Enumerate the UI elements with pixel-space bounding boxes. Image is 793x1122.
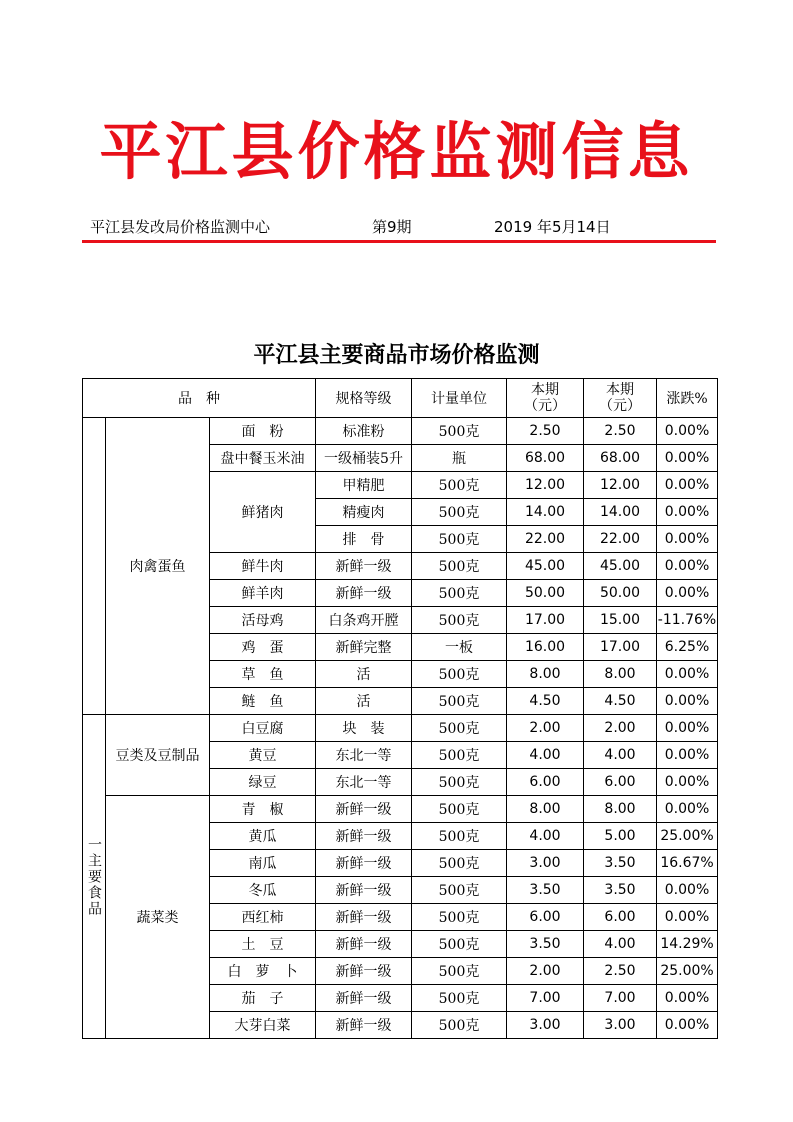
item-name: 绿豆 (210, 769, 316, 796)
issue-number: 第9期 (372, 218, 412, 236)
unit-cell: 500克 (412, 418, 507, 445)
spec-cell: 东北一等 (316, 742, 412, 769)
change-cell: 0.00% (657, 877, 718, 904)
unit-cell: 500克 (412, 499, 507, 526)
item-name: 大芽白菜 (210, 1012, 316, 1039)
header-prev-unit: （元） (524, 398, 567, 414)
spec-cell: 新鲜一级 (316, 796, 412, 823)
table-row (83, 715, 718, 742)
prev-price-cell: 3.50 (507, 931, 584, 958)
change-cell: 0.00% (657, 688, 718, 715)
header-change: 涨跌% (657, 379, 718, 418)
prev-price-cell: 3.00 (507, 1012, 584, 1039)
unit-cell: 500克 (412, 1012, 507, 1039)
item-name: 盘中餐玉米油 (210, 445, 316, 472)
spec-cell: 新鲜一级 (316, 931, 412, 958)
spec-cell: 白条鸡开膛 (316, 607, 412, 634)
prev-price-cell: 50.00 (507, 580, 584, 607)
curr-price-cell: 12.00 (584, 472, 657, 499)
curr-price-cell: 2.50 (584, 958, 657, 985)
document-title: 平江县价格监测信息 (99, 115, 694, 188)
price-table-body (83, 379, 718, 1039)
unit-cell: 500克 (412, 526, 507, 553)
prev-price-cell: 4.00 (507, 823, 584, 850)
prev-price-cell: 16.00 (507, 634, 584, 661)
header-prev-price (507, 379, 584, 418)
spec-cell: 新鲜一级 (316, 823, 412, 850)
header-prev-label: 本期 (531, 381, 560, 398)
unit-cell: 500克 (412, 877, 507, 904)
spec-cell: 精瘦肉 (316, 499, 412, 526)
change-cell: 0.00% (657, 553, 718, 580)
item-name: 草 鱼 (210, 661, 316, 688)
item-name: 南瓜 (210, 850, 316, 877)
spec-cell: 标准粉 (316, 418, 412, 445)
prev-price-cell: 22.00 (507, 526, 584, 553)
curr-price-cell: 3.50 (584, 850, 657, 877)
prev-price-cell: 14.00 (507, 499, 584, 526)
prev-price-cell: 12.00 (507, 472, 584, 499)
curr-price-cell: 50.00 (584, 580, 657, 607)
spec-cell: 新鲜完整 (316, 634, 412, 661)
curr-price-cell: 2.50 (584, 418, 657, 445)
prev-price-cell: 8.00 (507, 661, 584, 688)
spec-cell: 排 骨 (316, 526, 412, 553)
item-name: 鸡 蛋 (210, 634, 316, 661)
unit-cell: 500克 (412, 661, 507, 688)
item-name: 鲜猪肉 (210, 472, 316, 553)
top-category: 一主要食品 (83, 715, 106, 1039)
change-cell: 0.00% (657, 472, 718, 499)
curr-price-cell: 8.00 (584, 796, 657, 823)
change-cell: 0.00% (657, 904, 718, 931)
change-cell: 0.00% (657, 742, 718, 769)
change-cell: 0.00% (657, 1012, 718, 1039)
unit-cell: 500克 (412, 904, 507, 931)
header-row (83, 379, 718, 418)
prev-price-cell: 8.00 (507, 796, 584, 823)
change-cell: 6.25% (657, 634, 718, 661)
curr-price-cell: 17.00 (584, 634, 657, 661)
curr-price-cell: 8.00 (584, 661, 657, 688)
unit-cell: 500克 (412, 715, 507, 742)
spec-cell: 新鲜一级 (316, 1012, 412, 1039)
prev-price-cell: 6.00 (507, 904, 584, 931)
header-unit: 计量单位 (412, 379, 507, 418)
prev-price-cell: 7.00 (507, 985, 584, 1012)
curr-price-cell: 22.00 (584, 526, 657, 553)
change-cell: 16.67% (657, 850, 718, 877)
table-title: 平江县主要商品市场价格监测 (253, 343, 540, 368)
table-row (83, 796, 718, 823)
change-cell: 0.00% (657, 796, 718, 823)
prev-price-cell: 68.00 (507, 445, 584, 472)
change-cell: 0.00% (657, 661, 718, 688)
item-name: 青 椒 (210, 796, 316, 823)
spec-cell: 新鲜一级 (316, 850, 412, 877)
change-cell: 14.29% (657, 931, 718, 958)
change-cell: 0.00% (657, 580, 718, 607)
change-cell: 0.00% (657, 985, 718, 1012)
unit-cell: 500克 (412, 607, 507, 634)
price-table (82, 378, 718, 1039)
issue-date: 2019 年5月14日 (494, 218, 611, 236)
spec-cell: 新鲜一级 (316, 904, 412, 931)
curr-price-cell: 3.00 (584, 1012, 657, 1039)
unit-cell: 500克 (412, 769, 507, 796)
item-name: 黄豆 (210, 742, 316, 769)
group-beans: 豆类及豆制品 (106, 715, 210, 796)
header-variety: 品 种 (83, 379, 316, 418)
change-cell: -11.76% (657, 607, 718, 634)
curr-price-cell: 2.00 (584, 715, 657, 742)
curr-price-cell: 3.50 (584, 877, 657, 904)
unit-cell: 500克 (412, 580, 507, 607)
prev-price-cell: 2.00 (507, 715, 584, 742)
spec-cell: 块 装 (316, 715, 412, 742)
item-name: 面 粉 (210, 418, 316, 445)
prev-price-cell: 3.50 (507, 877, 584, 904)
curr-price-cell: 4.00 (584, 931, 657, 958)
item-name: 白豆腐 (210, 715, 316, 742)
group-meat-eggs-fish: 肉禽蛋鱼 (106, 418, 210, 715)
prev-price-cell: 45.00 (507, 553, 584, 580)
change-cell: 25.00% (657, 823, 718, 850)
curr-price-cell: 5.00 (584, 823, 657, 850)
curr-price-cell: 14.00 (584, 499, 657, 526)
header-curr-price (584, 379, 657, 418)
spec-cell: 新鲜一级 (316, 985, 412, 1012)
item-name: 土 豆 (210, 931, 316, 958)
spec-cell: 东北一等 (316, 769, 412, 796)
item-name: 鲜牛肉 (210, 553, 316, 580)
prev-price-cell: 4.00 (507, 742, 584, 769)
curr-price-cell: 4.00 (584, 742, 657, 769)
unit-cell: 500克 (412, 850, 507, 877)
issuing-org: 平江县发改局价格监测中心 (90, 218, 271, 236)
unit-cell: 500克 (412, 688, 507, 715)
curr-price-cell: 45.00 (584, 553, 657, 580)
item-name: 鲢 鱼 (210, 688, 316, 715)
unit-cell: 500克 (412, 796, 507, 823)
prev-price-cell: 4.50 (507, 688, 584, 715)
table-row (83, 418, 718, 445)
unit-cell: 500克 (412, 553, 507, 580)
change-cell: 0.00% (657, 715, 718, 742)
spec-cell: 新鲜一级 (316, 877, 412, 904)
curr-price-cell: 15.00 (584, 607, 657, 634)
header-rule (82, 240, 716, 243)
curr-price-cell: 7.00 (584, 985, 657, 1012)
item-name: 茄 子 (210, 985, 316, 1012)
item-name: 西红柿 (210, 904, 316, 931)
header-spec: 规格等级 (316, 379, 412, 418)
curr-price-cell: 4.50 (584, 688, 657, 715)
item-name: 冬瓜 (210, 877, 316, 904)
spec-cell: 一级桶装5升 (316, 445, 412, 472)
change-cell: 0.00% (657, 526, 718, 553)
group-vegetables: 蔬菜类 (106, 796, 210, 1039)
change-cell: 0.00% (657, 418, 718, 445)
prev-price-cell: 3.00 (507, 850, 584, 877)
item-name: 白 萝 卜 (210, 958, 316, 985)
item-name: 活母鸡 (210, 607, 316, 634)
unit-cell: 500克 (412, 985, 507, 1012)
spec-cell: 新鲜一级 (316, 580, 412, 607)
top-category-blank (83, 418, 106, 715)
prev-price-cell: 6.00 (507, 769, 584, 796)
change-cell: 0.00% (657, 769, 718, 796)
curr-price-cell: 6.00 (584, 904, 657, 931)
spec-cell: 活 (316, 661, 412, 688)
change-cell: 25.00% (657, 958, 718, 985)
curr-price-cell: 6.00 (584, 769, 657, 796)
spec-cell: 活 (316, 688, 412, 715)
unit-cell: 一板 (412, 634, 507, 661)
prev-price-cell: 17.00 (507, 607, 584, 634)
unit-cell: 500克 (412, 823, 507, 850)
item-name: 黄瓜 (210, 823, 316, 850)
unit-cell: 瓶 (412, 445, 507, 472)
change-cell: 0.00% (657, 445, 718, 472)
change-cell: 0.00% (657, 499, 718, 526)
prev-price-cell: 2.50 (507, 418, 584, 445)
unit-cell: 500克 (412, 472, 507, 499)
unit-cell: 500克 (412, 931, 507, 958)
spec-cell: 新鲜一级 (316, 553, 412, 580)
spec-cell: 新鲜一级 (316, 958, 412, 985)
unit-cell: 500克 (412, 958, 507, 985)
item-name: 鲜羊肉 (210, 580, 316, 607)
curr-price-cell: 68.00 (584, 445, 657, 472)
spec-cell: 甲精肥 (316, 472, 412, 499)
header-curr-label: 本期 (606, 381, 635, 398)
header-curr-unit: （元） (599, 398, 642, 414)
unit-cell: 500克 (412, 742, 507, 769)
prev-price-cell: 2.00 (507, 958, 584, 985)
